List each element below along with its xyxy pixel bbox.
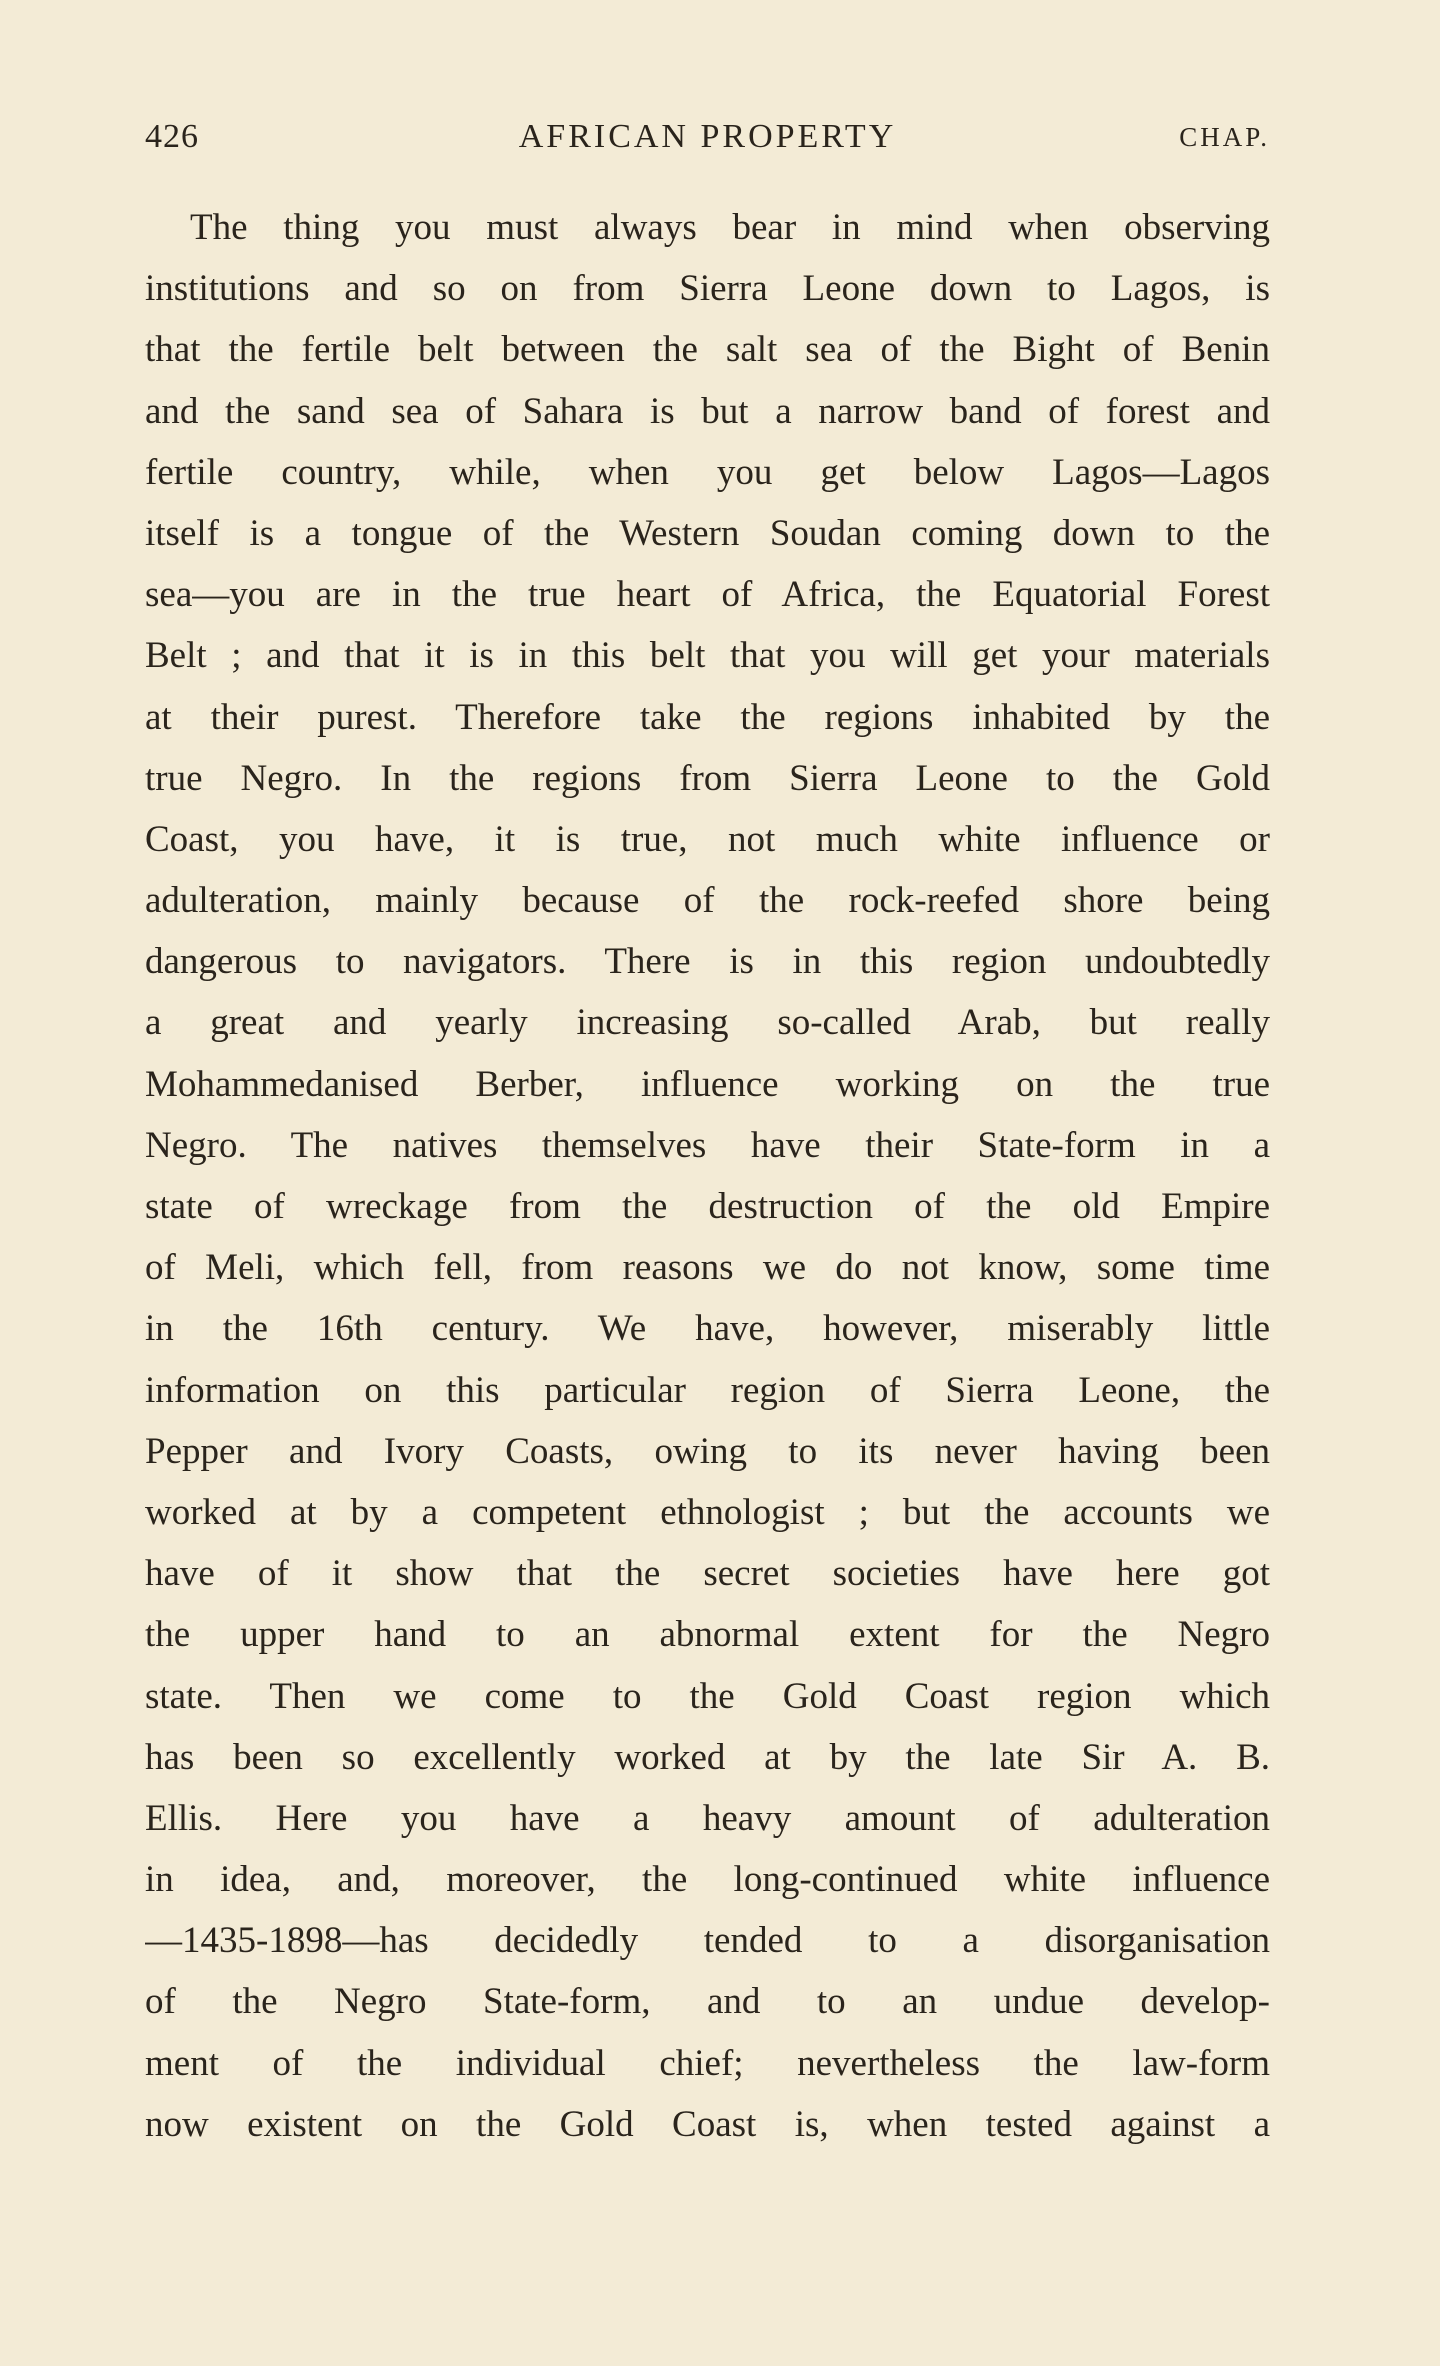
text-line: has been so excellently worked at by the late Sir A. B. bbox=[145, 1736, 1270, 1778]
text-line: and the sand sea of Sahara is but a narrow band of forest and bbox=[145, 390, 1270, 432]
text-line: that the fertile belt between the salt sea of the Bight of Benin bbox=[145, 329, 1270, 371]
text-line: Pepper and Ivory Coasts, owing to its never having been bbox=[145, 1430, 1270, 1472]
text-line: in idea, and, moreover, the long-continued white influence bbox=[145, 1859, 1270, 1901]
text-line: fertile country, while, when you get below Lagos—Lagos bbox=[145, 451, 1270, 493]
text-line: state. Then we come to the Gold Coast region which bbox=[145, 1675, 1270, 1717]
text-line: now existent on the Gold Coast is, when tested against a bbox=[145, 2103, 1270, 2145]
running-head-title: AFRICAN PROPERTY bbox=[518, 118, 897, 155]
text-line: of Meli, which fell, from reasons we do not know, some time bbox=[145, 1247, 1270, 1289]
text-line: state of wreckage from the destruction of the old Empire bbox=[145, 1186, 1270, 1227]
text-line: worked at by a competent ethnologist ; but the accounts we bbox=[145, 1491, 1270, 1533]
text-line: information on this particular region of Sierra Leone, the bbox=[145, 1369, 1270, 1411]
running-head bbox=[145, 118, 1270, 168]
chapter-label: CHAP. bbox=[1179, 122, 1270, 152]
text-line: true Negro. In the regions from Sierra Leone to the Gold bbox=[145, 757, 1270, 799]
text-line: at their purest. Therefore take the regions inhabited by the bbox=[145, 696, 1270, 738]
text-line: The thing you must always bear in mind when observing bbox=[190, 207, 1270, 248]
text-line: —1435-1898—has decidedly tended to a disorganisation bbox=[145, 1920, 1270, 1962]
body-text bbox=[145, 197, 1270, 2155]
text-line: institutions and so on from Sierra Leone down to Lagos, is bbox=[145, 268, 1270, 310]
text-line: sea—you are in the true heart of Africa, the Equatorial Forest bbox=[145, 574, 1270, 616]
text-line: Negro. The natives themselves have their State-form in a bbox=[145, 1124, 1270, 1166]
text-line: in the 16th century. We have, however, miserably little bbox=[145, 1308, 1270, 1350]
text-line: itself is a tongue of the Western Soudan coming down to the bbox=[145, 512, 1270, 554]
text-line: the upper hand to an abnormal extent for the Negro bbox=[145, 1614, 1270, 1656]
text-line: Mohammedanised Berber, influence working on the true bbox=[145, 1063, 1270, 1105]
text-line: have of it show that the secret societies have here got bbox=[145, 1553, 1270, 1595]
text-line: Coast, you have, it is true, not much white influence or bbox=[145, 818, 1270, 860]
text-line: ment of the individual chief; nevertheless the law-form bbox=[145, 2042, 1270, 2084]
page-number: 426 bbox=[145, 118, 199, 155]
text-line: Ellis. Here you have a heavy amount of adulteration bbox=[145, 1797, 1270, 1839]
text-line: dangerous to navigators. There is in this region undoubtedly bbox=[145, 941, 1270, 983]
text-line: adulteration, mainly because of the rock-reefed shore being bbox=[145, 880, 1270, 922]
text-line: a great and yearly increasing so-called Arab, but really bbox=[145, 1002, 1270, 1044]
text-line: of the Negro State-form, and to an undue develop- bbox=[145, 1981, 1270, 2023]
text-line: Belt ; and that it is in this belt that you will get your materials bbox=[145, 635, 1270, 677]
